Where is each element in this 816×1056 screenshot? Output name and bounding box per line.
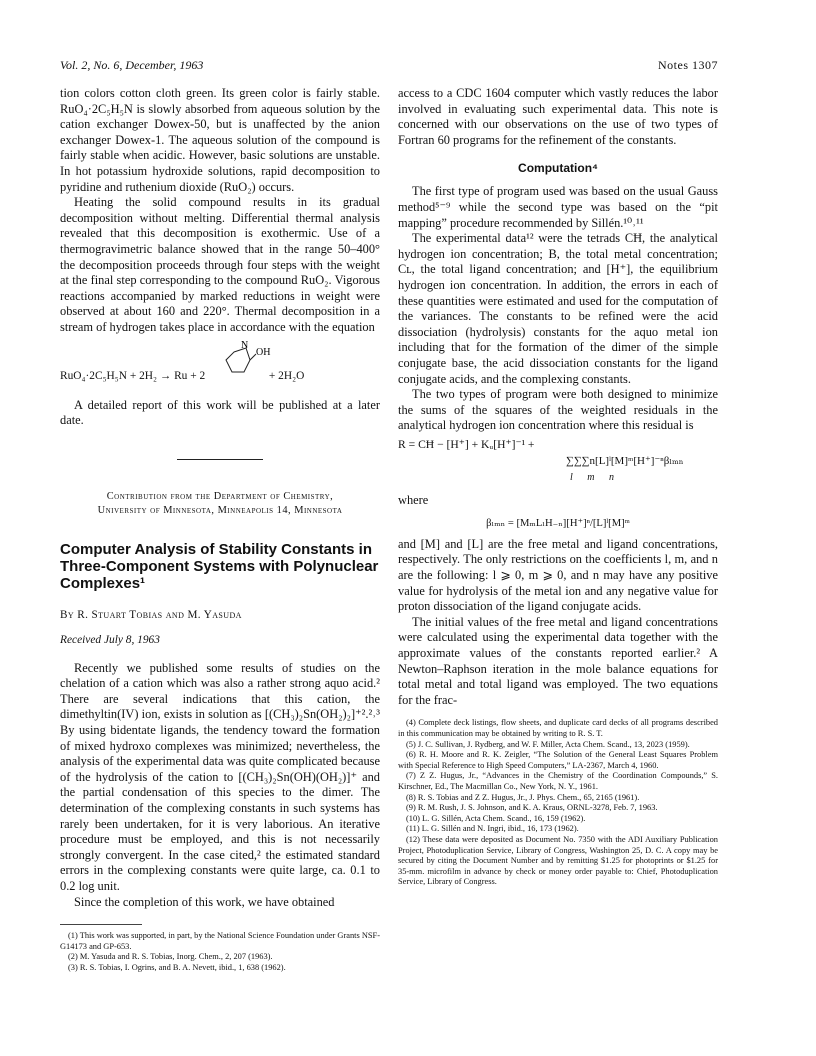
paragraph: The first type of program used was based on the usual Gauss method⁵⁻⁹ while the second type was based on the “pit mapping” procedure recommended by Sillén.¹⁰˒¹¹ xyxy=(398,184,718,230)
journal-issue: Vol. 2, No. 6, December, 1963 xyxy=(60,58,204,72)
affiliation-line: University of Minnesota, Minneapolis 14, Minnesota xyxy=(97,504,343,516)
ring-hydroxyl-label: OH xyxy=(256,346,271,358)
left-column xyxy=(60,86,380,973)
running-head xyxy=(60,58,718,74)
pyridinol-structure xyxy=(216,340,276,395)
paragraph: Since the completion of this work, we have obtained xyxy=(74,894,335,909)
affiliation-line: Contribution from the Department of Chemistry, xyxy=(106,490,334,502)
footnote: (1) This work was supported, in part, by the National Science Foundation under Grants NSF-G14173 and GP-653. xyxy=(60,931,380,951)
footnote: (7) Z Z. Hugus, Jr., “Advances in the Chemistry of the Coordination Compounds,” S. Kirschner, Ed., The Macmillan Co., New York, N. Y., 1961. xyxy=(398,771,718,791)
residual-equation xyxy=(398,437,718,489)
footnote: (4) Complete deck listings, flow sheets, and duplicate card decks of all programs described in this communication may be obtained by writing to R. S. T. xyxy=(398,718,718,738)
section-page-number: Notes 1307 xyxy=(658,58,718,72)
section-heading: Computation⁴ xyxy=(518,161,598,176)
paragraph: The two types of program were both designed to minimize the sums of the squares of the weighted residuals in the analytical hydrogen ion concentration where this residual is xyxy=(398,387,718,433)
article-title: Computer Analysis of Stability Constants in Three-Component Systems with Polynuclear Complexes¹ xyxy=(60,540,379,592)
paragraph: A detailed report of this work will be published at a later date. xyxy=(60,397,380,428)
equation-lhs: RuO₄·2C₅H₅N + 2H₂ → Ru + 2 xyxy=(60,369,206,382)
decomposition-equation xyxy=(60,340,380,398)
footnote: (6) R. H. Moore and R. K. Zeigler, “The Solution of the General Least Squares Problem with Special Reference to High Speed Computers,” LA-2367, March 4, 1960. xyxy=(398,750,718,770)
footnotes xyxy=(60,931,380,973)
ring-nitrogen-label: N xyxy=(241,339,249,351)
paragraph: tion colors cotton cloth green. Its green color is fairly stable. RuO₄·2C₅H₅N is slowly absorbed from aqueous solution by the cation exchanger Dowex-50, but is unaffected by the anion exchanger Dowex-1. The aqueous solution of the compound is fairly stable when acidic. However, basic solutions are unstable. In hot potassium hydroxide solutions, rapid decomposition to pyridine and ruthenium dioxide (RuO₂) occurs. xyxy=(60,86,380,194)
beta-equation: βₗₘₙ = [MₘLₗH₋ₙ][H⁺]ⁿ/[L]ˡ[M]ᵐ xyxy=(486,517,630,529)
equation-rhs: + 2H₂O xyxy=(268,369,305,382)
footnote-rule xyxy=(60,924,142,925)
footnote: (5) J. C. Sullivan, J. Rydberg, and W. F. Miller, Acta Chem. Scand., 13, 2023 (1959). xyxy=(406,739,690,749)
paragraph: The experimental data¹² were the tetrads CĦ, the analytical hydrogen ion concentration; B, the total metal concentration; Cʟ, the total ligand concentration; and [H⁺], the equilibrium hydrogen ion concentration. In addition, the errors in each of these quantities were estimated and used for the computation of the variances. The constants to be refined were the acid dissociation (hydrolysis) constants for the aquo metal ion including that for the formation of the dimer of the simple conjugate base, the acid dissociation constants for the ligand conjugate acids, and the complexing constants. xyxy=(398,231,718,386)
footnote: (9) R. M. Rush, J. S. Johnson, and K. A. Kraus, ORNL-3278, Feb. 7, 1963. xyxy=(406,803,658,813)
received-date: Received July 8, 1963 xyxy=(60,633,160,646)
footnote: (12) These data were deposited as Document No. 7350 with the ADI Auxiliary Publication Project, Photoduplication Service, Library of Congress, Washington 25, D. C. A copy may be secured by citing the Document Number and by remitting $1.25 for photoprints or $1.25 for 35-mm. microfilm in advance by check or money order payable to: Chief, Photoduplication Service, Library of Congress. xyxy=(398,834,718,887)
footnote: (11) L. G. Sillén and N. Ingri, ibid., 16, 173 (1962). xyxy=(406,824,579,834)
paragraph: Heating the solid compound results in its gradual decomposition without melting. Differential thermal analysis revealed that this decomposition is exothermic. Use of a thermogravimetric balance showed that in the range 50–400° the decomposition proceeds through four steps with the weight at the final step corresponding to the compound RuO₂. Vigorous reactions accompanied by marked reductions in weight were observed at about 160 and 220°. Thermal decomposition in a stream of hydrogen takes place in accordance with the equation xyxy=(60,195,380,334)
footnote: (8) R. S. Tobias and Z Z. Hugus, Jr., J. Phys. Chem., 65, 2165 (1961). xyxy=(406,792,640,802)
footnote: (2) M. Yasuda and R. S. Tobias, Inorg. Chem., 2, 207 (1963). xyxy=(68,952,273,962)
paragraph: Recently we published some results of studies on the chelation of a cation which was also a rather strong aquo acid.² There are several indications that this cation, the dimethyltin(IV) ion, exists in solution as [(CH₃)₂Sn(OH₂)₂]⁺².²˒³ By using bidentate ligands, the tendency toward the formation of mixed hydroxo complexes was minimized; nevertheless, the analysis of the experimental data was quite complicated because of the hydrolysis of the cation to [(CH₃)₂Sn(OH)(OH₂)]⁺ and the partial condensation of this species to the dimer. The determination of the complexing constants in such systems has rarely been undertaken, for it is very laborious. An iterative procedure must be employed, and this is not necessarily strongly convergent. In the case cited,² the estimated standard errors in the complexing constants were quite large, ca. 0.1 to 0.2 log unit. xyxy=(60,660,380,893)
paragraph: and [M] and [L] are the free metal and ligand concentrations, respectively. The only restrictions on the coefficients l, m, and n are the following: l ⩾ 0, m ⩾ 0, and n may have any positive value for hydrolysis of the metal ion and any negative value for proton dissociation of the ligand conjugate acids. xyxy=(398,536,718,614)
footnote: (10) L. G. Sillén, Acta Chem. Scand., 16, 159 (1962). xyxy=(406,813,586,823)
residual-equation-line: R = CĦ − [H⁺] + Kᵤ[H⁺]⁻¹ + xyxy=(398,437,535,451)
summation-indices: l m n xyxy=(570,471,620,483)
residual-equation-sum: ∑∑∑n[L]ˡ[M]ᵐ[H⁺]⁻ⁿβₗₘₙ xyxy=(566,454,684,467)
authors: By R. Stuart Tobias and M. Yasuda xyxy=(60,608,242,621)
footnote: (3) R. S. Tobias, I. Ogrins, and B. A. Nevett, ibid., 1, 638 (1962). xyxy=(68,962,286,972)
right-column xyxy=(398,86,718,888)
paragraph: The initial values of the free metal and ligand concentrations were calculated using the experimental data together with the approximate values of the constants reported earlier.² A Newton–Raphson iteration in the mole balance equations for total metal and total ligand was employed. The two equations for the frac- xyxy=(398,614,718,707)
footnotes xyxy=(398,718,718,888)
paragraph: access to a CDC 1604 computer which vastly reduces the labor involved in evaluating such experimental data. This note is concerned with our observations on the use of two types of Fortran 60 programs for the refinement of the constants. xyxy=(398,86,718,147)
affiliation xyxy=(60,490,380,518)
where-label: where xyxy=(398,492,429,507)
divider xyxy=(177,459,263,460)
